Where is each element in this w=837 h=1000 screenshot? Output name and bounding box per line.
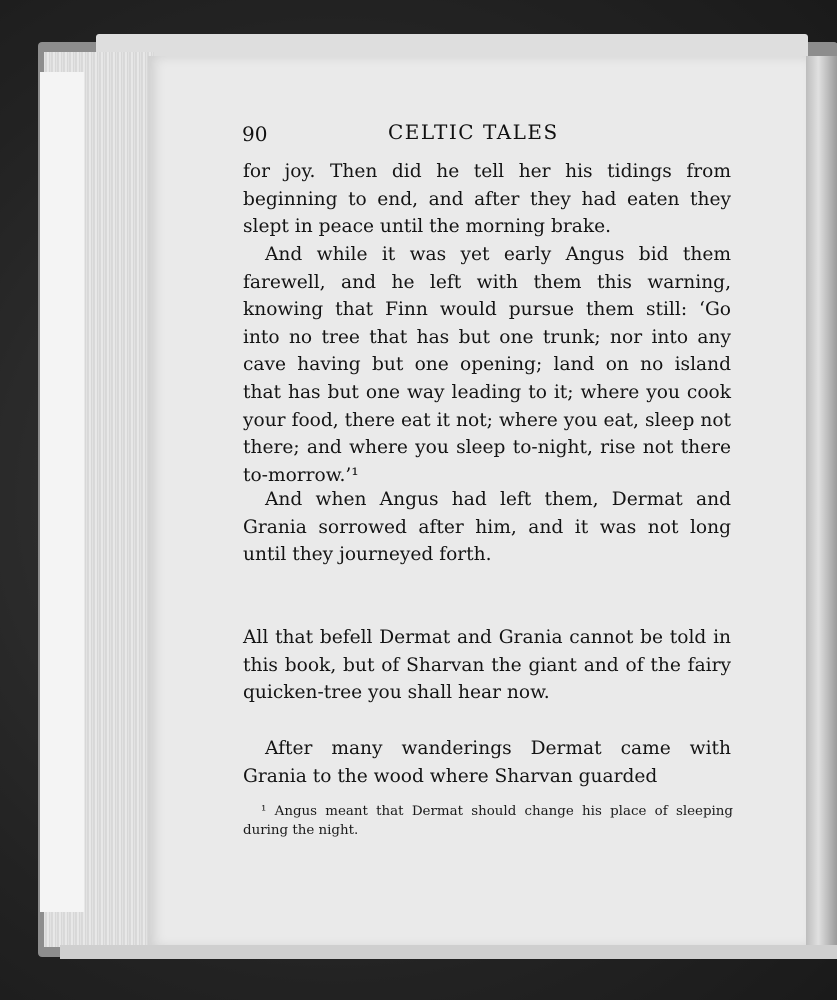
paragraph: After many wanderings Dermat came with Grania to the wood where Sharvan guarded xyxy=(243,738,731,787)
paragraph: All that befell Dermat and Grania cannot be told in this book, but of Sharvan the giant and of the fairy quicken-tree you shall hear now. xyxy=(243,627,731,704)
paragraph: And when Angus had left them, Dermat and Grania sorrowed after him, and it was not long until they journeyed forth. xyxy=(243,489,731,566)
running-title: CELTIC TALES xyxy=(388,120,559,144)
footnote: ¹ Angus meant that Dermat should change his place of sleeping during the night. xyxy=(243,804,733,838)
page-number: 90 xyxy=(242,122,268,146)
paragraph: And while it was yet early Angus bid them farewell, and he left with them this warning, knowing that Finn would pursue them still: ‘Go into no tree that has but one trunk; nor into any cave having but one opening; land on no island that has but one way leading to it; where you cook your food, there eat it not; where you eat, sleep not there; and where you sleep to-night, rise not there to-morrow.’¹ xyxy=(243,244,731,486)
running-header xyxy=(240,116,730,150)
book-spine-edge xyxy=(806,56,837,948)
page-bottom-edge xyxy=(60,945,837,959)
facing-page-edge xyxy=(40,72,84,912)
paragraph: for joy. Then did he tell her his tidings from beginning to end, and after they had eaten they slept in peace until the morning brake. xyxy=(243,161,731,238)
